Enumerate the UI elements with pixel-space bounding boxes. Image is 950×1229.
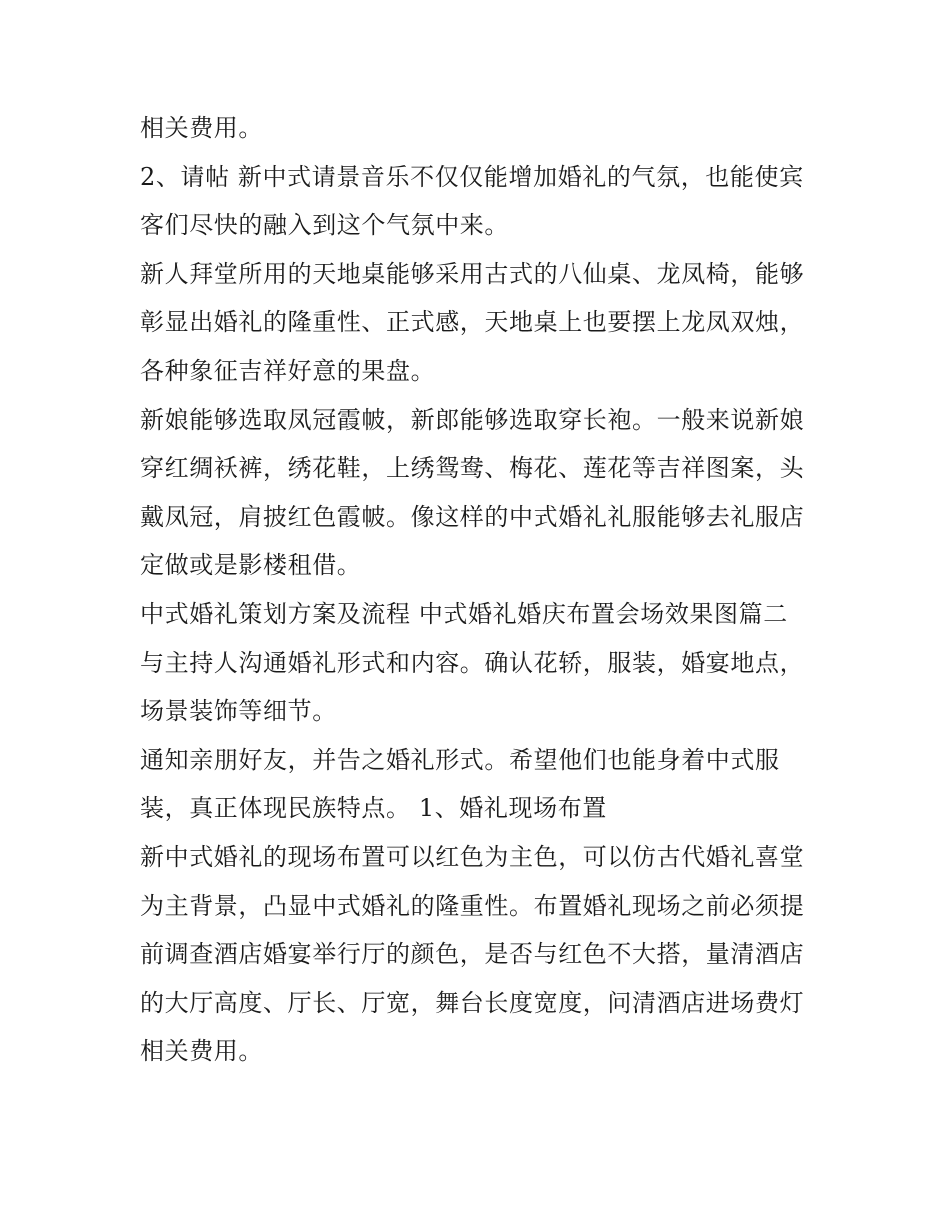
- text-line: 戴凤冠，肩披红色霞帔。像这样的中式婚礼礼服能够去礼服店: [140, 502, 805, 531]
- text-line: 定做或是影楼租借。: [140, 551, 362, 580]
- body-text: [140, 104, 820, 1076]
- text-line: 与主持人沟通婚礼形式和内容。确认花轿，服装，婚宴地点，: [140, 648, 805, 677]
- text-line: 客们尽快的融入到这个气氛中来。: [140, 211, 509, 240]
- text-line: 各种象征吉祥好意的果盘。: [140, 356, 436, 385]
- text-line: 的大厅高度、厅长、厅宽，舞台长度宽度，问清酒店进场费灯: [140, 988, 805, 1017]
- text-line: 中式婚礼策划方案及流程 中式婚礼婚庆布置会场效果图篇二: [140, 599, 788, 628]
- text-line: 通知亲朋好友，并告之婚礼形式。希望他们也能身着中式服: [140, 745, 780, 774]
- text-line: 前调查酒店婚宴举行厅的颜色，是否与红色不大搭，量清酒店: [140, 940, 805, 969]
- text-line: 相关费用。: [140, 114, 263, 142]
- text-line: 相关费用。: [140, 1037, 263, 1066]
- text-line: 穿红绸袄裤，绣花鞋，上绣鸳鸯、梅花、莲花等吉祥图案，头: [140, 454, 805, 483]
- text-line: 场景装饰等细节。: [140, 697, 337, 726]
- text-line: 装，真正体现民族特点。 1、婚礼现场布置: [140, 794, 607, 823]
- text-line: 为主背景，凸显中式婚礼的隆重性。布置婚礼现场之前必须提: [140, 891, 805, 920]
- text-line: 新中式婚礼的现场布置可以红色为主色，可以仿古代婚礼喜堂: [140, 842, 805, 871]
- text-line: 2、请帖 新中式请景音乐不仅仅能增加婚礼的气氛，也能使宾: [140, 162, 804, 191]
- text-line: 彰显出婚礼的隆重性、正式感，天地桌上也要摆上龙凤双烛，: [140, 308, 805, 337]
- text-line: 新人拜堂所用的天地桌能够采用古式的八仙桌、龙凤椅，能够: [140, 259, 805, 288]
- text-line: 新娘能够选取凤冠霞帔，新郎能够选取穿长袍。一般来说新娘: [140, 405, 805, 434]
